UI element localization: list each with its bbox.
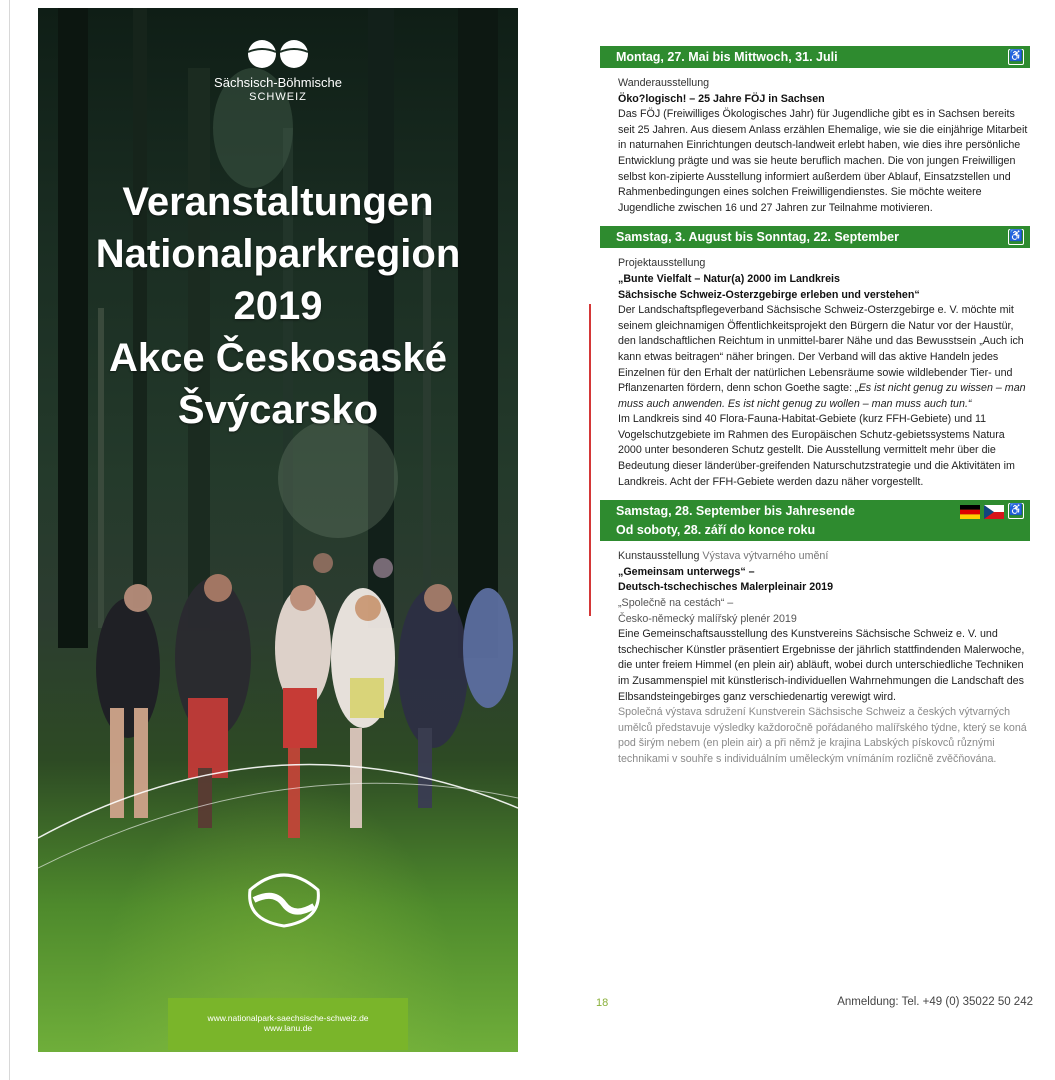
cover-footer	[168, 998, 408, 1050]
cover-title-line: Akce Českosaské	[108, 336, 448, 380]
event-date: Samstag, 28. September bis Jahresende	[616, 504, 855, 519]
event-description: Eine Gemeinschaftsausstellung des Kunstvereins Sächsische Schweiz e. V. und tschechischer Künstler präsentiert Ergebnisse der jährlich stattfindenden Malerwoche, die unter freiem Himmel (en plein air) abläuft, wobei durch unterschiedliche Techniken im Zusammenspiel mit künstlerisch-individuellen Wahrnehmungen die Landschaft des Elbsandsteingebirges ganz verschiedenartig verewigt wird.	[618, 628, 1025, 703]
event-date-cz: Od soboty, 28. září do konce roku	[616, 523, 816, 538]
event-date: Montag, 27. Mai bis Mittwoch, 31. Juli	[616, 50, 838, 64]
event-title: „Bunte Vielfalt – Natur(a) 2000 im Landkreis	[618, 272, 840, 285]
event-category: Wanderausstellung	[618, 77, 710, 89]
event-date: Samstag, 3. August bis Sonntag, 22. September	[616, 230, 899, 245]
event-title: Öko?logisch! – 25 Jahre FÖJ in Sachsen	[618, 92, 825, 105]
brand-name: Sächsisch-Böhmische	[214, 75, 342, 90]
event-page	[600, 40, 1030, 768]
cover-title	[38, 176, 518, 436]
highlight-margin-line	[589, 304, 591, 616]
event-category: Projektausstellung	[618, 257, 706, 270]
event-date-bar	[600, 226, 1030, 248]
cover-title-line: Veranstaltungen	[122, 180, 434, 224]
cover-title-line: Nationalparkregion	[95, 232, 461, 276]
event-title: „Gemeinsam unterwegs“ –	[618, 565, 755, 578]
wheelchair-icon: ♿	[1008, 503, 1024, 519]
page-number: 18	[596, 997, 609, 1009]
german-flag-icon	[960, 505, 980, 519]
cover-title-line: Švýcarsko	[177, 388, 379, 432]
event-description: Der Landschaftspflegeverband Sächsische Schweiz-Osterzgebirge e. V. möchte mit seinem gleichnamigen Öffentlichkeitsprojekt den Bürgern die Natur vor der Haustür, den landschaftlichen Reichtum in unmittel-barer Nähe und das Bewusstsein „Auch ich kann etwas beitragen“ näher bringen. Der Verband will das aktive Handeln jedes Einzelnen für den Erhalt der natürlichen Lebensräume sowie wildlebender Tier- und Pflanzenarten fördern, denn schon Goethe sagte:	[618, 304, 1024, 395]
wheelchair-icon: ♿	[1008, 229, 1024, 245]
event-title: Deutsch-tschechisches Malerpleinair 2019	[618, 581, 834, 594]
event-date-bar	[600, 46, 1030, 68]
brand-subtitle: SCHWEIZ	[249, 91, 307, 103]
event-title-cz: „Společně na cestách“ –	[618, 597, 734, 610]
event-title: Sächsische Schweiz-Osterzgebirge erleben und verstehen“	[618, 288, 920, 301]
nationalpark-emblem-icon	[244, 860, 324, 930]
registration-phone: Anmeldung: Tel. +49 (0) 35022 50 242	[837, 996, 1033, 1008]
footer-url[interactable]: www.nationalpark-saechsische-schweiz.de	[207, 1013, 369, 1023]
event-category: Kunstausstellung	[618, 550, 700, 563]
event-description-cz: Společná výstava sdružení Kunstverein Sächsische Schweiz a českých výtvarných umělců představuje výsledky každoročně pořádaného malířského týdne, který se koná pod širým nebem (en plein air) a při němž je krajina Labských pískovců různými technikami v souhře s individuálním uměleckým vnímáním rozličně zvěčňována.	[618, 706, 1027, 765]
event-category-cz: Výstava výtvarného umění	[702, 550, 829, 563]
event-entry	[600, 256, 1030, 490]
czech-flag-icon	[984, 505, 1004, 519]
footer-url[interactable]: www.lanu.de	[263, 1023, 313, 1033]
cover-panel	[38, 8, 518, 1052]
wheelchair-icon: ♿	[1008, 49, 1024, 65]
event-title-cz: Česko-německý malířský plenér 2019	[618, 612, 797, 625]
event-description: Im Landkreis sind 40 Flora-Fauna-Habitat-Gebiete (kurz FFH-Gebiete) und 11 Vogelschutzgebiete im Rahmen des Europäischen Schutz-gebietssystems Natura 2000 unter besonderen Schutz gestellt. Die Ausstellung vermittelt mehr über die Bedeutung dieser länderüber-greifenden Naturschutzstrategie und die Aktivitäten im Landkreis. Acht der FFH-Gebiete werden dazu näher vorgestellt.	[618, 413, 1015, 488]
goethe-quote: „Es ist nicht genug zu wissen – man muss auch anwenden. Es ist nicht genug zu wollen – man muss auch tun.“	[618, 382, 1026, 410]
event-date-bar	[600, 500, 1030, 541]
brand-logo-icon	[246, 38, 310, 70]
event-description: Das FÖJ (Freiwilliges Ökologisches Jahr) für Jugendliche gibt es in Sachsen bereits seit 25 Jahren. Aus diesem Anlass erzählen Ehemalige, wie sie die einjährige Mitarbeit in naturnahen Einrichtungen deutsch-landweit erlebt haben, wie dies ihre persönliche Entwicklung prägte und was sie heute beruflich machen. Die von jungen Freiwilligen selbst kon-zipierte Ausstellung informiert außerdem über Ablauf, Einsatzstellen und Rahmenbedingungen eines solchen Freiwilligendienstes. Sie möchte weitere Jugendliche zwischen 16 und 27 Jahren zur Teilnahme motivieren.	[618, 108, 1028, 214]
cover-title-line: 2019	[233, 284, 323, 328]
event-entry	[600, 76, 1030, 216]
event-entry	[600, 549, 1030, 767]
left-page-edge	[9, 0, 10, 1080]
